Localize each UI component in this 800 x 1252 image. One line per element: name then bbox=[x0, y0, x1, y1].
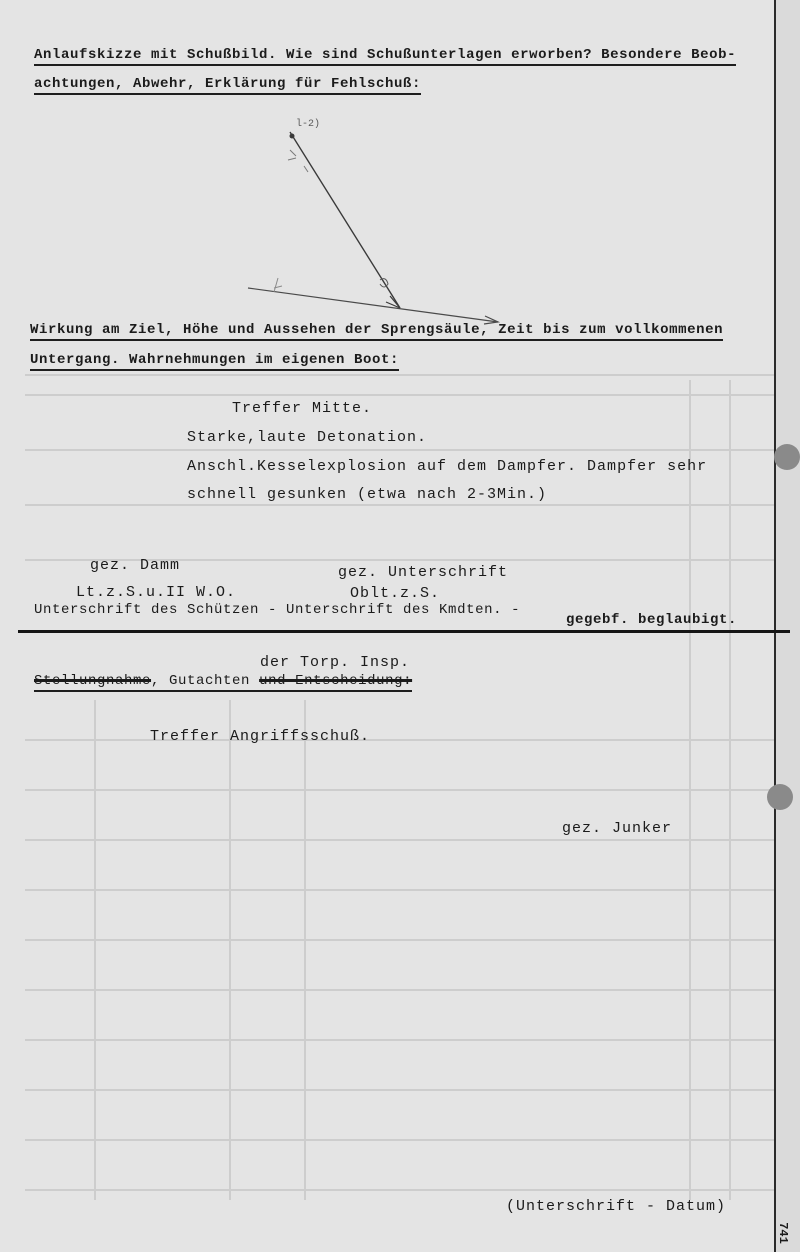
gunner-rank: Lt.z.S.u.II W.O. bbox=[76, 584, 237, 601]
report-line2: Starke,laute Detonation. bbox=[187, 429, 428, 446]
torpedo-track-line bbox=[290, 132, 400, 308]
effect-heading-line2: Untergang. Wahrnehmungen im eigenen Boot: bbox=[30, 352, 399, 371]
punch-hole-upper bbox=[774, 444, 800, 470]
inspector-signature: gez. Junker bbox=[562, 820, 673, 837]
sketch-marks bbox=[288, 150, 308, 172]
commander-rank: Oblt.z.S. bbox=[350, 585, 441, 602]
effect-heading-line1: Wirkung am Ziel, Höhe und Aussehen der Sprengsäule, Zeit bis zum vollkommenen bbox=[30, 322, 723, 341]
ship-course-line bbox=[248, 288, 498, 322]
sketch-label: l-2) bbox=[296, 119, 321, 130]
gunner-signature: gez. Damm bbox=[90, 557, 181, 574]
archive-stamp: 741 bbox=[776, 1222, 791, 1244]
sketch-heading-line1: Anlaufskizze mit Schußbild. Wie sind Schußunterlagen erworben? Besondere Beob- bbox=[34, 47, 736, 66]
report-line1: Treffer Mitte. bbox=[232, 400, 373, 417]
sketch-heading-line2: achtungen, Abwehr, Erklärung für Fehlschuß: bbox=[34, 76, 421, 95]
signature-caption: Unterschrift des Schützen - Unterschrift des Kmdten. - bbox=[34, 602, 521, 618]
struck-word-2: und Entscheidung: bbox=[259, 673, 413, 689]
inspection-authority: der Torp. Insp. bbox=[260, 654, 411, 671]
struck-word-1: Stellungnahme bbox=[34, 673, 152, 689]
approach-sketch bbox=[230, 110, 520, 330]
section-divider bbox=[18, 630, 790, 633]
punch-hole-lower bbox=[767, 784, 793, 810]
sketch-angle-mark bbox=[274, 278, 282, 292]
signature-date-caption: (Unterschrift - Datum) bbox=[506, 1198, 727, 1215]
inspection-verdict: Treffer Angriffsschuß. bbox=[150, 728, 371, 745]
report-line4: schnell gesunken (etwa nach 2-3Min.) bbox=[187, 486, 548, 503]
certified-note: gegebf. beglaubigt. bbox=[566, 612, 738, 628]
inspection-heading bbox=[34, 673, 412, 692]
commander-signature: gez. Unterschrift bbox=[338, 564, 509, 581]
report-line3: Anschl.Kesselexplosion auf dem Dampfer. Dampfer sehr bbox=[187, 458, 708, 475]
right-margin-strip bbox=[774, 0, 800, 1252]
boat-position-dot bbox=[290, 134, 295, 139]
opinion-word: , Gutachten bbox=[151, 673, 251, 689]
